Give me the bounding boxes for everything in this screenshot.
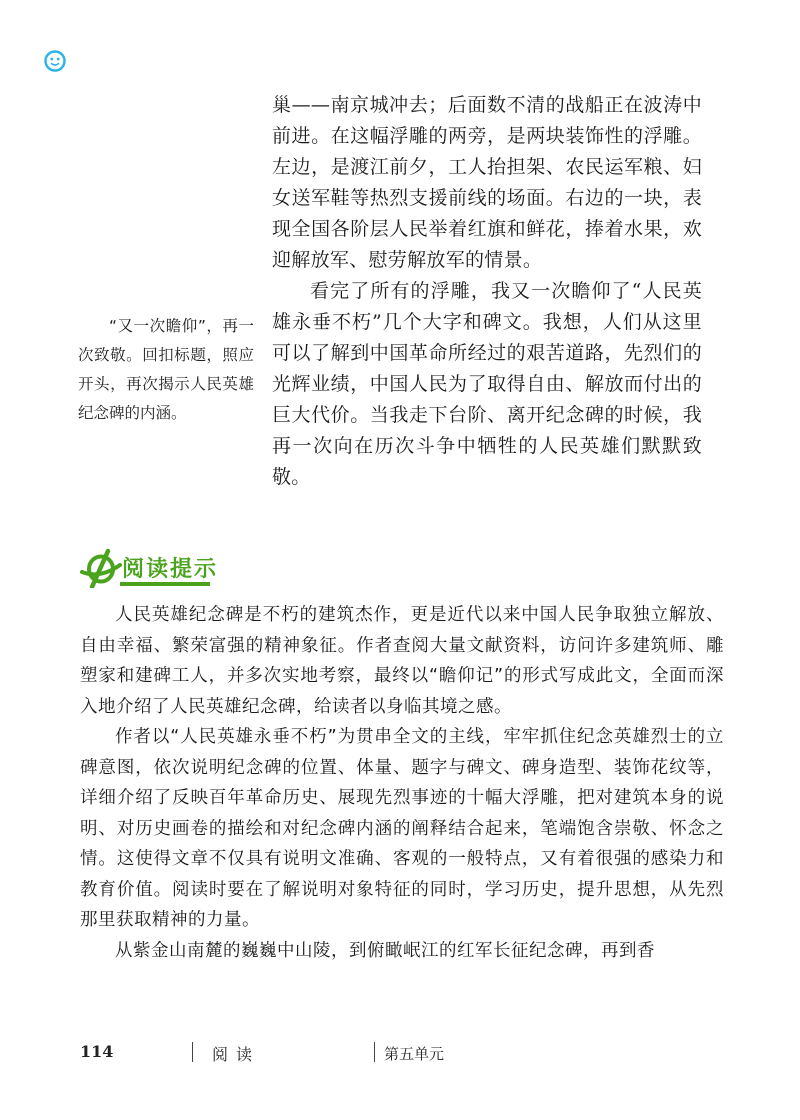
unit-title: 第五单元: [384, 1045, 445, 1063]
tip-paragraph-1: 人民英雄纪念碑是不朽的建筑杰作，更是近代以来中国人民争取独立解放、自由幸福、繁荣富强的精神象征。作者查阅大量文献资料，访问许多建筑师、雕塑家和建碑工人，并多次实地考察，最终以“瞻仰记”的形式写成此文，全面而深入地介绍了人民英雄纪念碑，给读者以身临其境之感。: [80, 605, 724, 717]
section-underline: [120, 582, 210, 586]
margin-note-text: “又一次瞻仰”，再一次致敬。回扣标题，照应开头，再次揭示人民英雄纪念碑的内涵。: [78, 317, 254, 422]
footer-divider: [192, 1042, 193, 1062]
reading-tip-text: [80, 600, 724, 966]
section-title: 阅读提示: [122, 557, 219, 582]
reading-tip-icon: [80, 548, 124, 588]
margin-note: [78, 312, 254, 428]
main-paragraph-2: 看完了所有的浮雕，我又一次瞻仰了“人民英雄永垂不朽”几个大字和碑文。我想，人们从这里可以了解到中国革命所经过的艰苦道路，先烈们的光辉业绩，中国人民为了取得自由、解放而付出的巨大代价。当我走下台阶、离开纪念碑的时候，我再一次向在历次斗争中牺牲的人民英雄们默默致敬。: [272, 280, 702, 488]
smiley-face-icon: [44, 50, 66, 72]
page-number: 114: [80, 1042, 114, 1061]
book-title: 阅读: [212, 1045, 261, 1064]
main-paragraph-1: 巢——南京城冲去；后面数不清的战船正在波涛中前进。在这幅浮雕的两旁，是两块装饰性的浮雕。左边，是渡江前夕，工人抬担架、农民运军粮、妇女送军鞋等热烈支援前线的场面。右边的一块，表现全国各阶层人民举着红旗和鲜花，捧着水果，欢迎解放军、慰劳解放军的情景。: [272, 94, 702, 271]
tip-paragraph-2: 作者以“人民英雄永垂不朽”为贯串全文的主线，牢牢抓住纪念英雄烈士的立碑意图，依次说明纪念碑的位置、体量、题字与碑文、碑身造型、装饰花纹等，详细介绍了反映百年革命历史、展现先烈事迹的十幅大浮雕，把对建筑本身的说明、对历史画卷的描绘和对纪念碑内涵的阐释结合起来，笔端饱含崇敬、怀念之情。这使得文章不仅具有说明文准确、客观的一般特点，又有着很强的感染力和教育价值。阅读时要在了解说明对象特征的同时，学习历史，提升思想，从先烈那里获取精神的力量。: [80, 727, 724, 930]
page-footer: [80, 1040, 720, 1064]
reading-tip-heading: [80, 548, 220, 588]
footer-divider: [374, 1042, 375, 1062]
main-text: [272, 90, 702, 493]
tip-paragraph-3: 从紫金山南麓的巍巍中山陵，到俯瞰岷江的红军长征纪念碑，再到香: [115, 940, 655, 961]
